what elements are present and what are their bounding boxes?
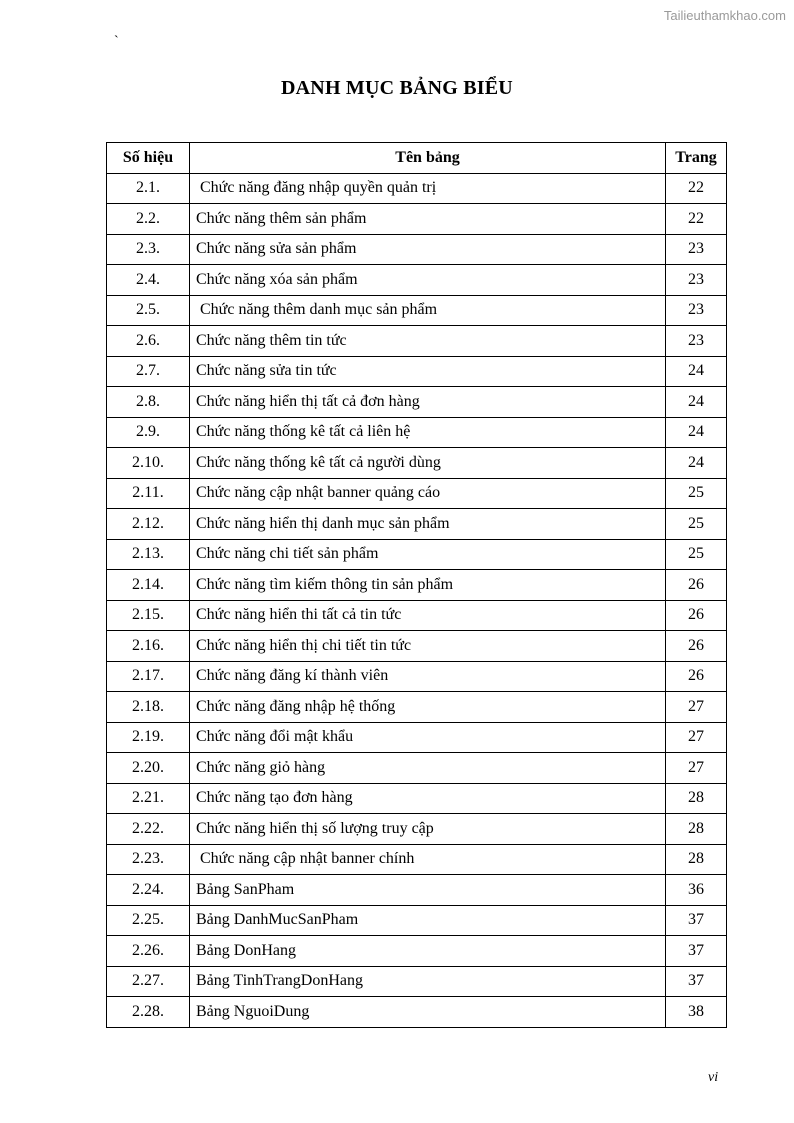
row-name: Chức năng chi tiết sản phẩm — [190, 539, 666, 570]
row-page: 23 — [666, 234, 727, 265]
watermark: Tailieuthamkhao.com — [663, 8, 786, 23]
row-number: 2.1. — [107, 173, 190, 204]
row-page: 38 — [666, 997, 727, 1028]
row-number: 2.4. — [107, 265, 190, 296]
page-number: vi — [708, 1070, 719, 1085]
row-number: 2.2. — [107, 204, 190, 235]
row-page: 28 — [666, 844, 727, 875]
row-page: 23 — [666, 326, 727, 357]
table-row — [107, 600, 727, 631]
row-number: 2.21. — [107, 783, 190, 814]
row-number: 2.12. — [107, 509, 190, 540]
row-page: 26 — [666, 631, 727, 662]
row-number: 2.8. — [107, 387, 190, 418]
row-number: 2.14. — [107, 570, 190, 601]
row-number: 2.18. — [107, 692, 190, 723]
row-number: 2.16. — [107, 631, 190, 662]
row-number: 2.23. — [107, 844, 190, 875]
table-row — [107, 966, 727, 997]
row-name: Chức năng đăng nhập quyền quản trị — [190, 173, 666, 204]
row-page: 27 — [666, 753, 727, 784]
corner-mark: ` — [114, 34, 119, 49]
row-number: 2.19. — [107, 722, 190, 753]
row-name: Chức năng hiển thị danh mục sản phẩm — [190, 509, 666, 540]
table-row — [107, 631, 727, 662]
row-page: 22 — [666, 173, 727, 204]
row-name: Chức năng thống kê tất cả liên hệ — [190, 417, 666, 448]
page-title: DANH MỤC BẢNG BIỂU — [281, 77, 513, 99]
table-row — [107, 204, 727, 235]
table-row — [107, 448, 727, 479]
row-name: Chức năng cập nhật banner quảng cáo — [190, 478, 666, 509]
row-page: 37 — [666, 905, 727, 936]
table-row — [107, 234, 727, 265]
row-page: 27 — [666, 722, 727, 753]
row-page: 26 — [666, 600, 727, 631]
row-number: 2.28. — [107, 997, 190, 1028]
row-name: Chức năng đăng kí thành viên — [190, 661, 666, 692]
table-row — [107, 753, 727, 784]
row-page: 24 — [666, 356, 727, 387]
table-row — [107, 844, 727, 875]
row-name: Chức năng xóa sản phẩm — [190, 265, 666, 296]
row-name: Bảng DanhMucSanPham — [190, 905, 666, 936]
row-page: 22 — [666, 204, 727, 235]
row-number: 2.24. — [107, 875, 190, 906]
row-page: 28 — [666, 783, 727, 814]
table-row — [107, 478, 727, 509]
table-row — [107, 570, 727, 601]
table-row — [107, 692, 727, 723]
row-page: 23 — [666, 295, 727, 326]
table-row — [107, 936, 727, 967]
row-number: 2.5. — [107, 295, 190, 326]
row-name: Chức năng sửa tin tức — [190, 356, 666, 387]
table-row — [107, 661, 727, 692]
table-row — [107, 417, 727, 448]
header-name: Tên bảng — [190, 143, 666, 174]
row-number: 2.20. — [107, 753, 190, 784]
table-row — [107, 387, 727, 418]
row-number: 2.6. — [107, 326, 190, 357]
list-of-tables — [106, 142, 727, 1028]
row-page: 24 — [666, 417, 727, 448]
row-number: 2.25. — [107, 905, 190, 936]
row-name: Bảng SanPham — [190, 875, 666, 906]
row-page: 23 — [666, 265, 727, 296]
row-number: 2.11. — [107, 478, 190, 509]
table-header-row — [107, 143, 727, 174]
table-row — [107, 295, 727, 326]
row-number: 2.17. — [107, 661, 190, 692]
row-name: Chức năng hiển thị tất cả đơn hàng — [190, 387, 666, 418]
row-page: 26 — [666, 570, 727, 601]
table-row — [107, 997, 727, 1028]
table-row — [107, 722, 727, 753]
table-row — [107, 173, 727, 204]
row-number: 2.3. — [107, 234, 190, 265]
row-page: 26 — [666, 661, 727, 692]
row-page: 25 — [666, 478, 727, 509]
row-page: 28 — [666, 814, 727, 845]
row-name: Chức năng cập nhật banner chính — [190, 844, 666, 875]
row-name: Bảng TinhTrangDonHang — [190, 966, 666, 997]
table-body — [107, 173, 727, 1027]
table-row — [107, 783, 727, 814]
table-row — [107, 905, 727, 936]
table-row — [107, 326, 727, 357]
row-number: 2.27. — [107, 966, 190, 997]
row-page: 27 — [666, 692, 727, 723]
header-page: Trang — [666, 143, 727, 174]
row-name: Chức năng thêm sản phẩm — [190, 204, 666, 235]
row-name: Chức năng đổi mật khẩu — [190, 722, 666, 753]
row-number: 2.26. — [107, 936, 190, 967]
row-name: Chức năng tạo đơn hàng — [190, 783, 666, 814]
row-number: 2.22. — [107, 814, 190, 845]
row-name: Bảng NguoiDung — [190, 997, 666, 1028]
table-row — [107, 539, 727, 570]
row-page: 37 — [666, 936, 727, 967]
row-name: Chức năng thống kê tất cả người dùng — [190, 448, 666, 479]
row-number: 2.15. — [107, 600, 190, 631]
row-page: 24 — [666, 387, 727, 418]
row-name: Chức năng hiển thi tất cả tin tức — [190, 600, 666, 631]
row-page: 25 — [666, 509, 727, 540]
row-number: 2.10. — [107, 448, 190, 479]
table-row — [107, 875, 727, 906]
row-name: Chức năng thêm tin tức — [190, 326, 666, 357]
row-page: 36 — [666, 875, 727, 906]
row-page: 37 — [666, 966, 727, 997]
row-name: Chức năng tìm kiếm thông tin sản phẩm — [190, 570, 666, 601]
row-name: Chức năng đăng nhập hệ thống — [190, 692, 666, 723]
row-name: Chức năng giỏ hàng — [190, 753, 666, 784]
row-number: 2.9. — [107, 417, 190, 448]
row-name: Chức năng hiển thị số lượng truy cập — [190, 814, 666, 845]
row-name: Chức năng sửa sản phẩm — [190, 234, 666, 265]
table-row — [107, 265, 727, 296]
row-page: 24 — [666, 448, 727, 479]
row-number: 2.13. — [107, 539, 190, 570]
header-number: Số hiệu — [107, 143, 190, 174]
row-name: Bảng DonHang — [190, 936, 666, 967]
row-name: Chức năng hiển thị chi tiết tin tức — [190, 631, 666, 662]
table-row — [107, 509, 727, 540]
row-page: 25 — [666, 539, 727, 570]
row-name: Chức năng thêm danh mục sản phẩm — [190, 295, 666, 326]
row-number: 2.7. — [107, 356, 190, 387]
table-row — [107, 356, 727, 387]
table-row — [107, 814, 727, 845]
